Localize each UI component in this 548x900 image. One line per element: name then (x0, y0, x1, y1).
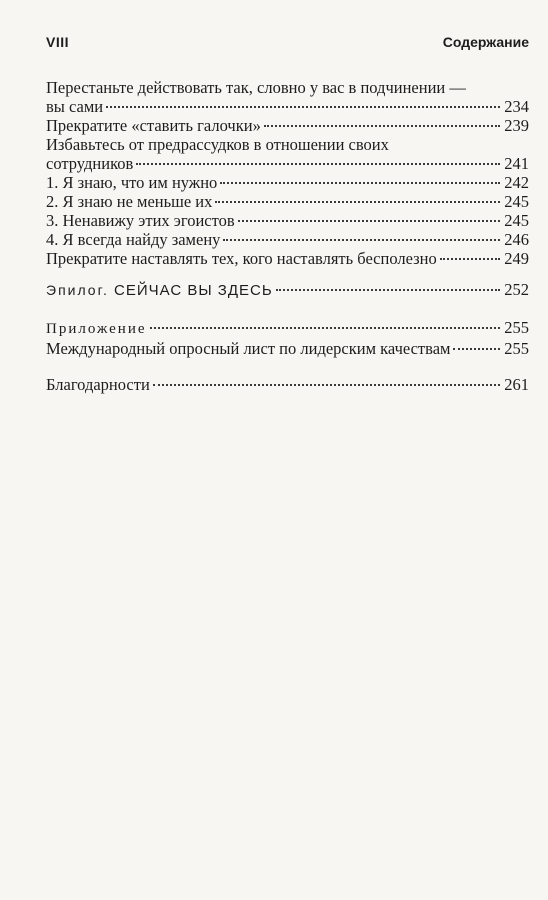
toc-acknowledgements-entry (46, 375, 529, 394)
toc-entry (46, 211, 529, 230)
dot-leader (276, 289, 500, 291)
toc-entry (46, 230, 529, 249)
epilog-label: Эпилог. (46, 282, 109, 298)
toc-entry-text: Прекратите наставлять тех, кого наставлять бесполезно (46, 249, 437, 268)
toc-entry (46, 116, 529, 135)
dot-leader (238, 220, 500, 222)
dot-leader (440, 258, 500, 260)
toc-page-number: 241 (504, 154, 529, 173)
toc-entry (46, 249, 529, 268)
dot-leader (264, 125, 500, 127)
toc-page-number: 246 (504, 230, 529, 249)
toc-entry (46, 192, 529, 211)
toc-entry (46, 173, 529, 192)
toc-entry-text: сотрудников (46, 154, 134, 173)
toc-page-number: 255 (504, 318, 529, 337)
toc-entry (46, 339, 529, 358)
epilog-title: СЕЙЧАС ВЫ ЗДЕСЬ (114, 282, 273, 299)
toc-entry-text: 4. Я всегда найду замену (46, 230, 221, 249)
dot-leader (153, 384, 500, 386)
toc-entry-text: Перестаньте действовать так, словно у вас в подчинении — (46, 78, 466, 97)
appendix-label: Приложение (46, 321, 147, 337)
page-number: VIII (46, 34, 70, 50)
toc-page-number: 245 (504, 192, 529, 211)
toc-entry-text: 1. Я знаю, что им нужно (46, 173, 218, 192)
toc-page-number: 234 (504, 97, 529, 116)
toc-page-number: 239 (504, 116, 529, 135)
toc-page-number: 249 (504, 249, 529, 268)
running-head (46, 34, 529, 58)
dot-leader (136, 163, 500, 165)
dot-leader (150, 327, 500, 329)
toc-page-number: 252 (504, 280, 529, 299)
toc-entry (46, 78, 529, 116)
toc-page-number: 261 (504, 375, 529, 394)
dot-leader (106, 106, 500, 108)
toc-entry-text: Избавьтесь от предрассудков в отношении своих (46, 135, 389, 154)
dot-leader (223, 239, 500, 241)
dot-leader (215, 201, 500, 203)
toc-entry-text: Благодарности (46, 375, 150, 394)
toc-appendix-entry (46, 318, 529, 339)
toc-page-number: 245 (504, 211, 529, 230)
section-title: Содержание (442, 34, 529, 50)
toc-entry-text: 2. Я знаю не меньше их (46, 192, 213, 211)
toc-epilog-entry (46, 280, 529, 300)
table-of-contents (46, 78, 529, 394)
toc-entry-text: вы сами (46, 97, 104, 116)
toc-page-number: 255 (504, 339, 529, 358)
dot-leader (220, 182, 500, 184)
toc-entry-text: Прекратите «ставить галочки» (46, 116, 261, 135)
toc-entry (46, 135, 529, 173)
toc-entry-text: Международный опросный лист по лидерским качествам (46, 339, 451, 358)
toc-entry-text: 3. Ненавижу этих эгоистов (46, 211, 235, 230)
toc-page-number: 242 (504, 173, 529, 192)
dot-leader (453, 348, 500, 350)
